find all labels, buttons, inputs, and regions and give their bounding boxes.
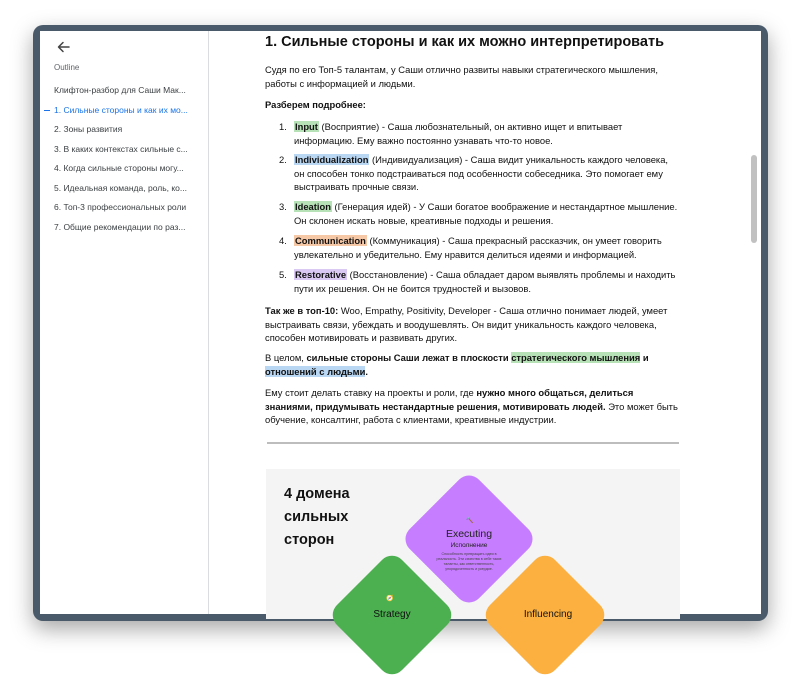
- talent-name: Restorative: [295, 269, 347, 280]
- talent-name: Communication: [295, 235, 366, 246]
- domains-infographic: [266, 469, 680, 619]
- list-number: 1.: [279, 121, 287, 132]
- outline-item-strengths[interactable]: 1. Сильные стороны и как их мо...: [40, 101, 208, 121]
- talent-text: [294, 268, 680, 295]
- summary-end: .: [365, 365, 368, 377]
- infographic-title: 4 домена сильных сторон: [284, 486, 350, 548]
- summary-highlight-relationships: отношений с людьми: [265, 365, 366, 377]
- list-number: 3.: [279, 201, 287, 212]
- bet-text: Ему стоит делать ставку на проекты и роли, где: [265, 387, 477, 398]
- executing-sublabel: Исполнение: [450, 542, 488, 549]
- horizontal-divider: [267, 442, 679, 444]
- section-heading: 1. Сильные стороны и как их можно интерпретировать: [265, 34, 664, 50]
- talent-text: [294, 120, 680, 147]
- outline-item-contexts[interactable]: 3. В каких контекстах сильные с...: [54, 143, 188, 154]
- talent-desc: (Восстановление) - Саша обладает даром выявлять проблемы и находить пути их решения. Он не боится трудностей и вызовов.: [294, 269, 676, 294]
- compass-icon: 🧭: [386, 596, 394, 602]
- outline-item-when-strengths[interactable]: 4. Когда сильные стороны могу...: [54, 163, 184, 173]
- app-window: [40, 31, 761, 620]
- outline-title: Outline: [54, 63, 80, 72]
- talent-desc: (Генерация идей) - У Саши богатое воображение и нестандартное мышление. Он склонен искать новые, креативные подходы и решения.: [294, 201, 678, 226]
- influencing-label: Influencing: [523, 609, 573, 620]
- outline-item-growth-zones[interactable]: 2. Зоны развития: [54, 124, 123, 134]
- executing-label: Executing: [445, 528, 493, 540]
- scrollbar-thumb[interactable]: [751, 155, 757, 243]
- outline-item-recommendations[interactable]: 7. Общие рекомендации по раз...: [54, 221, 186, 232]
- talent-name: Ideation: [295, 201, 331, 212]
- outline-item-doc-title[interactable]: Клифтон-разбор для Саши Мак...: [54, 85, 186, 95]
- outline-item-top3-roles[interactable]: 6. Топ-3 профессиональных роли: [54, 202, 187, 212]
- executing-description: Способность превращать идеи в реальность. Эти качества в себе таких таланты, как ответственность, упорядоченность и усердие.: [436, 552, 502, 571]
- top10-paragraph: [265, 304, 683, 345]
- summary-bold-and: и: [640, 352, 649, 363]
- subheading: Разберем подробнее:: [265, 99, 366, 110]
- talent-desc: (Коммуникация) - Саша прекрасный рассказчик, он умеет говорить увлекательно и убедительно. Ему нравится делиться идеями и информацией.: [294, 235, 662, 260]
- intro-paragraph: Судя по его Топ-5 талантам, у Саши отлично развиты навыки стратегического мышления, работы с информацией и людьми.: [265, 64, 658, 89]
- talent-name: Individualization: [295, 154, 369, 165]
- document-area[interactable]: [209, 31, 761, 620]
- list-number: 2.: [279, 154, 287, 165]
- outline-item-ideal-team[interactable]: 5. Идеальная команда, роль, ко...: [54, 182, 187, 193]
- list-number: 4.: [279, 235, 287, 246]
- hammer-icon: 🔨: [466, 518, 474, 524]
- talent-desc: (Индивидуализация) - Саша видит уникальность каждого человека, он способен тонко подстраиваться под особенности собеседника. Это помогает ему выстраивать прочные связи.: [294, 154, 669, 192]
- summary-paragraph: [265, 351, 683, 378]
- back-arrow-icon[interactable]: [54, 37, 74, 57]
- list-number: 5.: [279, 269, 287, 280]
- talent-desc: (Восприятие) - Саша любознательный, он активно ищет и впитывает информацию. Ему важно постоянно узнавать что-то новое.: [294, 121, 623, 146]
- summary-highlight-strategy: стратегического мышления: [511, 352, 641, 363]
- summary-bold: сильные стороны Саши лежат в плоскости: [306, 352, 512, 363]
- top10-label: Так же в топ-10:: [265, 305, 339, 316]
- strategy-label: Strategy: [373, 609, 411, 620]
- bet-paragraph: [265, 386, 683, 427]
- bet-text-end: Это может быть обучение, консалтинг, работа с клиентами, креативные индустрии.: [265, 400, 678, 425]
- talent-name: Input: [295, 121, 318, 132]
- outline-list: [40, 81, 208, 237]
- summary-text: В целом,: [265, 352, 307, 363]
- top10-text: Woo, Empathy, Positivity, Developer - Саша отлично понимает людей, умеет выстраивать связи, убеждать и воодушевлять. Он видит уникальность каждого человека, способен мотивировать и развивать других.: [265, 305, 668, 343]
- talent-text: [294, 200, 680, 227]
- bet-bold: нужно много общаться, делиться знаниями, придумывать нестандартные решения, мотивировать людей.: [265, 387, 634, 412]
- talent-text: [294, 234, 680, 261]
- talent-text: [294, 153, 680, 194]
- outline-sidebar: [40, 31, 209, 614]
